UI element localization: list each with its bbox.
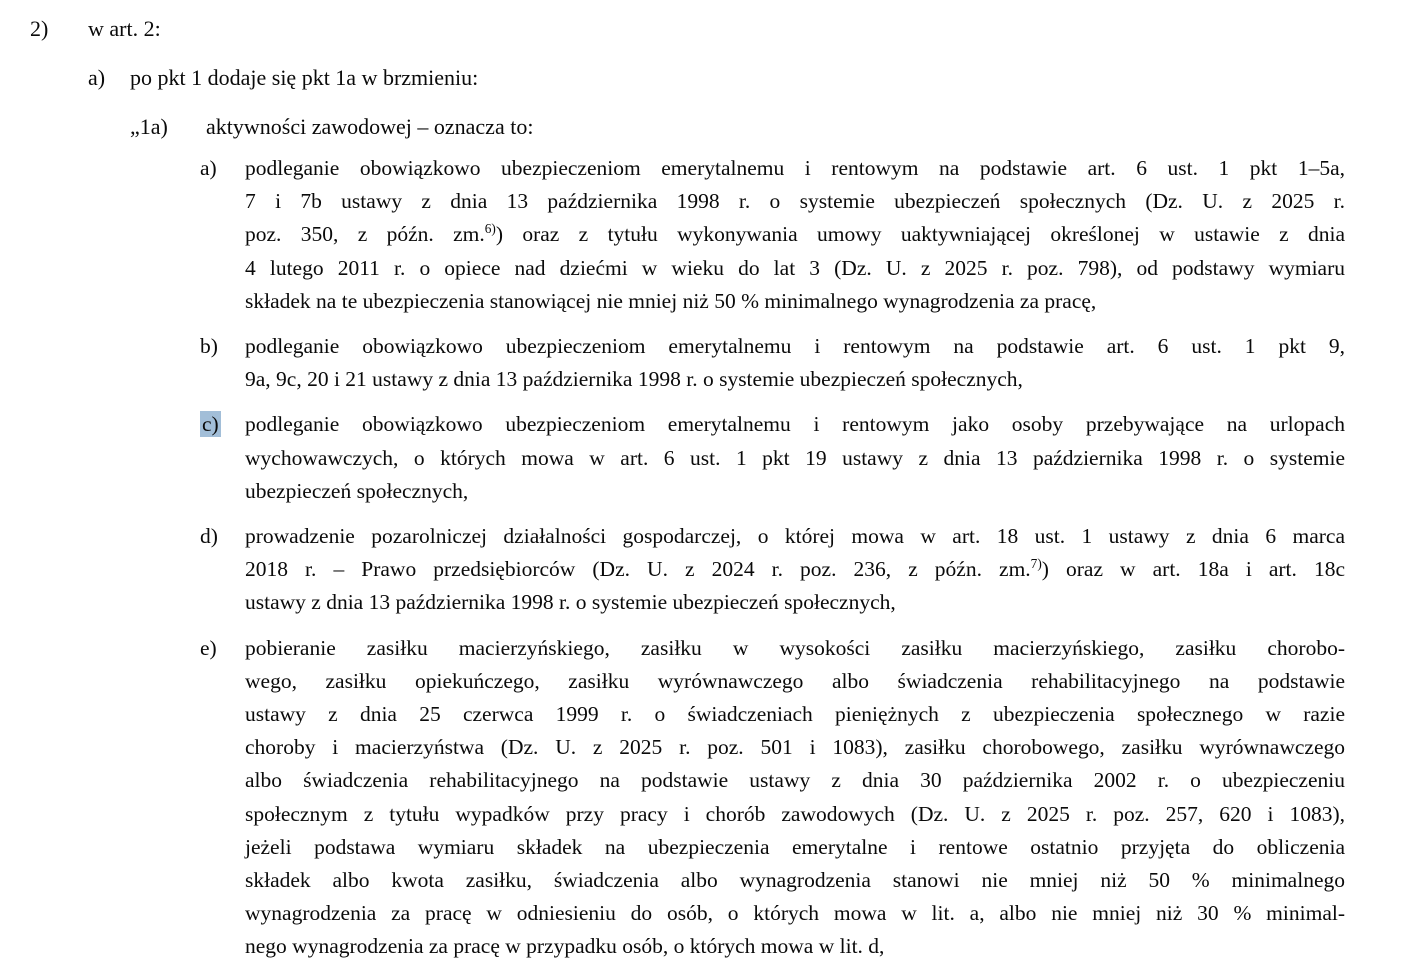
text-line: podleganie obowiązkowo ubezpieczeniom emerytalnemu i rentowym jako osoby przebywające na urlopach <box>245 412 1345 437</box>
text-line: ustawy z dnia 13 października 1998 r. o systemie ubezpieczeń społecznych, <box>245 590 896 615</box>
item-text <box>245 520 1345 620</box>
subpoint-text: aktywności zawodowej – oznacza to: <box>206 114 534 139</box>
text-line: 4 lutego 2011 r. o opiece nad dziećmi w wieku do lat 3 (Dz. U. z 2025 r. poz. 798), od podstawy wymiaru <box>245 255 1345 280</box>
text-line: wego, zasiłku opiekuńczego, zasiłku wyrównawczego albo świadczenia rehabilitacyjnego na podstawie <box>245 668 1345 693</box>
text-line: pobieranie zasiłku macierzyńskiego, zasiłku w wysokości zasiłku macierzyńskiego, zasiłku chorobo- <box>245 635 1345 660</box>
item-marker <box>200 330 245 396</box>
text-line: 9a, 9c, 20 i 21 ustawy z dnia 13 października 1998 r. o systemie ubezpieczeń społecznych, <box>245 367 1023 392</box>
list-item <box>0 408 1415 508</box>
subpoint-marker: „1a) <box>130 114 168 139</box>
item-text <box>245 408 1345 508</box>
text-line: podleganie obowiązkowo ubezpieczeniom emerytalnemu i rentowym na podstawie art. 6 ust. 1 pkt 1–5a, <box>245 156 1345 180</box>
item-marker <box>200 520 245 620</box>
text-line: choroby i macierzyństwa (Dz. U. z 2025 r. poz. 501 i 1083), zasiłku chorobowego, zasiłku wyrównawczego <box>245 735 1345 760</box>
item-text <box>245 152 1345 318</box>
letter-marker: a) <box>88 65 106 90</box>
list-item <box>0 330 1415 396</box>
outline-point-row <box>0 12 1415 46</box>
item-marker-label: a) <box>200 156 217 180</box>
list-item <box>0 520 1415 620</box>
item-marker-label: b) <box>200 334 218 359</box>
item-marker <box>200 152 245 318</box>
outline-subpoint-row <box>0 110 1415 144</box>
text-line: prowadzenie pozarolniczej działalności gospodarczej, o której mowa w art. 18 ust. 1 ustawy z dnia 6 marca <box>245 524 1345 549</box>
text-line: jeżeli podstawa wymiaru składek na ubezpieczenia emerytalne i rentowe ostatnio przyjęta do obliczenia <box>245 834 1345 859</box>
item-text <box>245 330 1345 396</box>
text-line: składek na te ubezpieczenia stanowiącej nie mniej niż 50 % minimalnego wynagrodzenia za pracę, <box>245 288 1097 313</box>
letter-text: po pkt 1 dodaje się pkt 1a w brzmieniu: <box>130 65 479 90</box>
text-line: wynagrodzenia za pracę w odniesieniu do osób, o których mowa w lit. a, albo nie mniej niż 30 % minimal- <box>245 901 1345 926</box>
text-line: podleganie obowiązkowo ubezpieczeniom emerytalnemu i rentowym na podstawie art. 6 ust. 1 pkt 9, <box>245 334 1345 359</box>
text-line: nego wynagrodzenia za pracę w przypadku osób, o których mowa w lit. d, <box>245 934 885 959</box>
item-marker <box>200 408 245 508</box>
outline-letter-row <box>0 61 1415 95</box>
text-line: 2018 r. – Prawo przedsiębiorców (Dz. U. z 2024 r. poz. 236, z późn. zm.$^{7)}$) oraz w art. 18a i art. 18c <box>245 556 1346 582</box>
text-line: albo świadczenia rehabilitacyjnego na podstawie ustawy z dnia 30 października 2002 r. o ubezpieczeniu <box>245 768 1345 793</box>
point-text: w art. 2: <box>88 16 161 41</box>
text-line: ustawy z dnia 25 czerwca 1999 r. o świadczeniach pieniężnych z ubezpieczenia społecznego w razie <box>245 702 1345 727</box>
item-text <box>245 632 1345 964</box>
sub-items-list <box>0 152 1415 964</box>
text-line: wychowawczych, o których mowa w art. 6 ust. 1 pkt 19 ustawy z dnia 13 października 1998 r. o systemie <box>245 445 1345 470</box>
text-line: składek albo kwota zasiłku, świadczenia albo wynagrodzenia stanowi nie mniej niż 50 % minimalnego <box>245 868 1345 893</box>
item-marker-label: d) <box>200 524 218 549</box>
text-line: ubezpieczeń społecznych, <box>245 478 469 503</box>
item-marker-label-highlighted: c) <box>202 412 219 437</box>
point-marker: 2) <box>30 16 49 41</box>
item-marker <box>200 632 245 964</box>
list-item <box>0 152 1415 318</box>
text-line: poz. 350, z późn. zm.$^{6)}$) oraz z tytułu wykonywania umowy uaktywniającej określonej w ustawie z dnia <box>245 221 1345 247</box>
list-item <box>0 632 1415 964</box>
text-line: 7 i 7b ustawy z dnia 13 października 1998 r. o systemie ubezpieczeń społecznych (Dz. U. z 2025 r. <box>245 189 1345 214</box>
text-line: społecznym z tytułu wypadków przy pracy i chorób zawodowych (Dz. U. z 2025 r. poz. 257, 620 i 1083), <box>245 801 1345 826</box>
item-marker-label: e) <box>200 635 217 660</box>
footnote-reference: 7) <box>1030 556 1042 572</box>
footnote-reference: 6) <box>484 221 496 237</box>
